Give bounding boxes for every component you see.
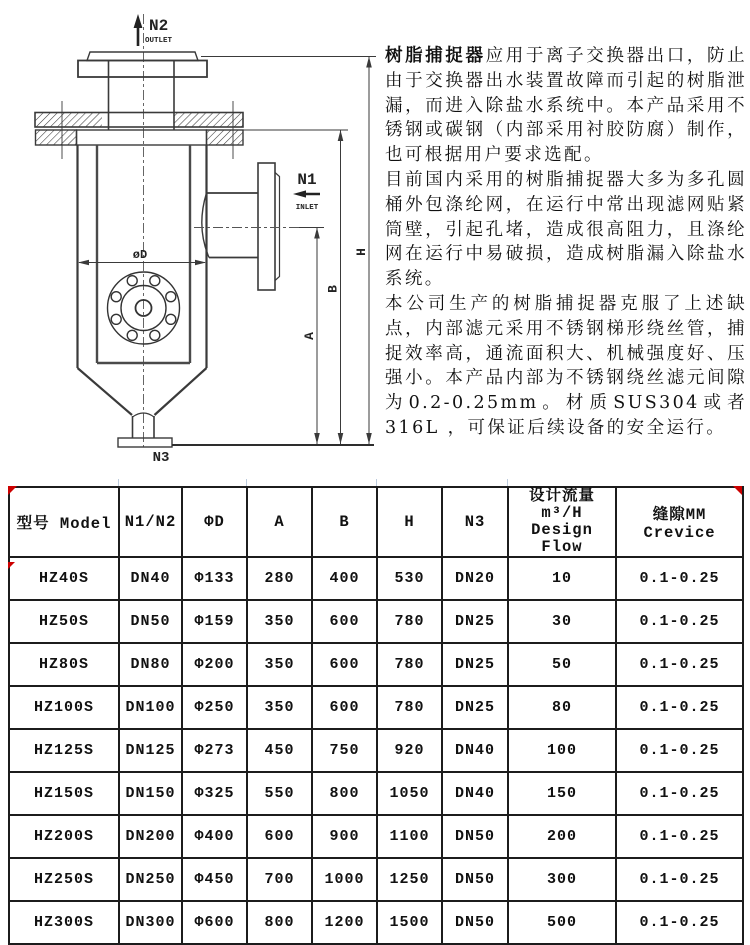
col-header-diameter: ΦD bbox=[182, 487, 247, 557]
cell-n3: DN50 bbox=[442, 901, 508, 944]
cell-b: 1200 bbox=[312, 901, 377, 944]
cell-flow: 500 bbox=[508, 901, 616, 944]
col-header-model: 型号 Model bbox=[9, 487, 119, 557]
inlet-label: INLET bbox=[295, 204, 319, 212]
red-corner-marker-icon bbox=[8, 486, 17, 495]
cell-n1n2: DN100 bbox=[119, 686, 182, 729]
flange-plates bbox=[35, 101, 243, 159]
cell-n3: DN40 bbox=[442, 772, 508, 815]
col-header-n3: N3 bbox=[442, 487, 508, 557]
cell-crevice: 0.1-0.25 bbox=[616, 815, 743, 858]
table-row bbox=[9, 557, 743, 600]
cell-crevice: 0.1-0.25 bbox=[616, 686, 743, 729]
cell-n1n2: DN40 bbox=[119, 557, 182, 600]
table-row bbox=[9, 686, 743, 729]
cell-h: 1500 bbox=[377, 901, 442, 944]
cell-n1n2: DN250 bbox=[119, 858, 182, 901]
cell-n1n2: DN300 bbox=[119, 901, 182, 944]
dim-b-label: B bbox=[325, 285, 341, 293]
cell-n1n2: DN200 bbox=[119, 815, 182, 858]
cell-diameter: Φ400 bbox=[182, 815, 247, 858]
cell-b: 600 bbox=[312, 643, 377, 686]
cell-crevice: 0.1-0.25 bbox=[616, 772, 743, 815]
technical-drawing bbox=[0, 0, 380, 470]
cell-diameter: Φ273 bbox=[182, 729, 247, 772]
cell-diameter: Φ133 bbox=[182, 557, 247, 600]
cell-diameter: Φ600 bbox=[182, 901, 247, 944]
cell-a: 350 bbox=[247, 686, 312, 729]
cell-flow: 80 bbox=[508, 686, 616, 729]
col-header-crevice: 缝隙MM Crevice bbox=[616, 487, 743, 557]
cell-b: 900 bbox=[312, 815, 377, 858]
col-header-n1n2: N1/N2 bbox=[119, 487, 182, 557]
cell-n3: DN40 bbox=[442, 729, 508, 772]
cell-n3: DN50 bbox=[442, 858, 508, 901]
cell-b: 400 bbox=[312, 557, 377, 600]
dim-a-label: A bbox=[302, 332, 317, 340]
outlet-arrow-icon bbox=[134, 14, 143, 46]
cell-flow: 300 bbox=[508, 858, 616, 901]
cell-h: 530 bbox=[377, 557, 442, 600]
cell-crevice: 0.1-0.25 bbox=[616, 729, 743, 772]
gridline-tick bbox=[376, 479, 377, 486]
col-header-b: B bbox=[312, 487, 377, 557]
cell-n1n2: DN125 bbox=[119, 729, 182, 772]
cell-b: 1000 bbox=[312, 858, 377, 901]
cell-n3: DN50 bbox=[442, 815, 508, 858]
cell-flow: 30 bbox=[508, 600, 616, 643]
table-row bbox=[9, 815, 743, 858]
cell-a: 350 bbox=[247, 600, 312, 643]
cell-n1n2: DN50 bbox=[119, 600, 182, 643]
cell-h: 780 bbox=[377, 686, 442, 729]
table-header-row bbox=[9, 487, 743, 557]
cell-h: 780 bbox=[377, 643, 442, 686]
cell-a: 600 bbox=[247, 815, 312, 858]
cell-n3: DN25 bbox=[442, 600, 508, 643]
cell-h: 920 bbox=[377, 729, 442, 772]
gridline-tick bbox=[507, 479, 508, 486]
cell-b: 750 bbox=[312, 729, 377, 772]
col-header-h: H bbox=[377, 487, 442, 557]
cell-h: 780 bbox=[377, 600, 442, 643]
spec-table-wrap bbox=[8, 486, 742, 945]
cell-model: HZ150S bbox=[9, 772, 119, 815]
description-paragraph-1: 树脂捕捉器应用于离子交换器出口，防止由于交换器出水装置故障而引起的树脂泄漏，而进入除盐水系统中。本产品采用不锈钢或碳钢（内部采用衬胶防腐）制作，也可根据用户要求选配。 bbox=[385, 46, 748, 166]
cone-bottom bbox=[78, 368, 375, 447]
red-corner-marker-icon bbox=[733, 486, 742, 495]
n3-label: N3 bbox=[152, 450, 170, 466]
product-description bbox=[385, 44, 747, 441]
cell-a: 350 bbox=[247, 643, 312, 686]
top-flange-cap bbox=[87, 52, 198, 61]
cell-a: 450 bbox=[247, 729, 312, 772]
cell-model: HZ80S bbox=[9, 643, 119, 686]
cell-diameter: Φ450 bbox=[182, 858, 247, 901]
cell-flow: 100 bbox=[508, 729, 616, 772]
cell-h: 1050 bbox=[377, 772, 442, 815]
red-edge-marker-icon bbox=[8, 562, 15, 569]
cell-n3: DN25 bbox=[442, 643, 508, 686]
cell-n3: DN25 bbox=[442, 686, 508, 729]
cell-n1n2: DN150 bbox=[119, 772, 182, 815]
design-flow-line2: Design Flow bbox=[531, 521, 593, 556]
cell-model: HZ100S bbox=[9, 686, 119, 729]
diameter-label: øD bbox=[132, 248, 148, 262]
cell-flow: 10 bbox=[508, 557, 616, 600]
cell-flow: 150 bbox=[508, 772, 616, 815]
gridline-tick bbox=[246, 479, 247, 486]
cell-crevice: 0.1-0.25 bbox=[616, 643, 743, 686]
table-row bbox=[9, 901, 743, 944]
n1-label: N1 bbox=[297, 171, 317, 189]
cell-b: 600 bbox=[312, 686, 377, 729]
cell-a: 550 bbox=[247, 772, 312, 815]
cell-n1n2: DN80 bbox=[119, 643, 182, 686]
cell-h: 1250 bbox=[377, 858, 442, 901]
cell-n3: DN20 bbox=[442, 557, 508, 600]
outlet-label: OUTLET bbox=[145, 37, 173, 45]
cell-flow: 50 bbox=[508, 643, 616, 686]
cell-crevice: 0.1-0.25 bbox=[616, 600, 743, 643]
cell-model: HZ50S bbox=[9, 600, 119, 643]
cell-model: HZ200S bbox=[9, 815, 119, 858]
cell-b: 800 bbox=[312, 772, 377, 815]
inlet-arrow-icon bbox=[293, 190, 320, 197]
table-row bbox=[9, 600, 743, 643]
col-header-design-flow bbox=[508, 487, 616, 557]
cell-diameter: Φ250 bbox=[182, 686, 247, 729]
gridline-tick bbox=[118, 479, 119, 486]
cell-h: 1100 bbox=[377, 815, 442, 858]
cell-crevice: 0.1-0.25 bbox=[616, 858, 743, 901]
inlet-nozzle bbox=[194, 163, 299, 290]
cell-model: HZ40S bbox=[9, 557, 119, 600]
cell-model: HZ250S bbox=[9, 858, 119, 901]
cell-diameter: Φ200 bbox=[182, 643, 247, 686]
cell-a: 800 bbox=[247, 901, 312, 944]
table-row bbox=[9, 643, 743, 686]
product-name: 树脂捕捉器 bbox=[385, 46, 486, 66]
cell-crevice: 0.1-0.25 bbox=[616, 557, 743, 600]
dim-h-label: H bbox=[354, 248, 369, 256]
cell-a: 280 bbox=[247, 557, 312, 600]
col-header-a: A bbox=[247, 487, 312, 557]
description-paragraph-3: 本公司生产的树脂捕捉器克服了上述缺点，内部滤元采用不锈钢梯形绕丝管，捕捉效率高，通流面积大、机械强度好、压强小。本产品内部为不锈钢绕丝滤元间隙为0.2-0.25mm。材质SUS304或者316L ，可保证后续设备的安全运行。 bbox=[385, 293, 747, 438]
cell-diameter: Φ325 bbox=[182, 772, 247, 815]
table-row bbox=[9, 858, 743, 901]
cell-flow: 200 bbox=[508, 815, 616, 858]
description-paragraph-2: 目前国内采用的树脂捕捉器大多为多孔圆桶外包涤纶网，在运行中常出现滤网贴紧筒壁，引起孔堵，造成很高阻力，且涤纶网在运行中易破损，造成树脂漏入除盐水系统。 bbox=[385, 169, 747, 290]
table-row bbox=[9, 772, 743, 815]
cell-a: 700 bbox=[247, 858, 312, 901]
cell-diameter: Φ159 bbox=[182, 600, 247, 643]
n2-label: N2 bbox=[149, 17, 169, 35]
design-flow-line1: 设计流量 m³/H bbox=[528, 487, 595, 522]
cell-b: 600 bbox=[312, 600, 377, 643]
top-flange bbox=[78, 61, 207, 78]
cell-model: HZ125S bbox=[9, 729, 119, 772]
table-row bbox=[9, 729, 743, 772]
spec-table bbox=[8, 486, 744, 945]
cell-model: HZ300S bbox=[9, 901, 119, 944]
cell-crevice: 0.1-0.25 bbox=[616, 901, 743, 944]
